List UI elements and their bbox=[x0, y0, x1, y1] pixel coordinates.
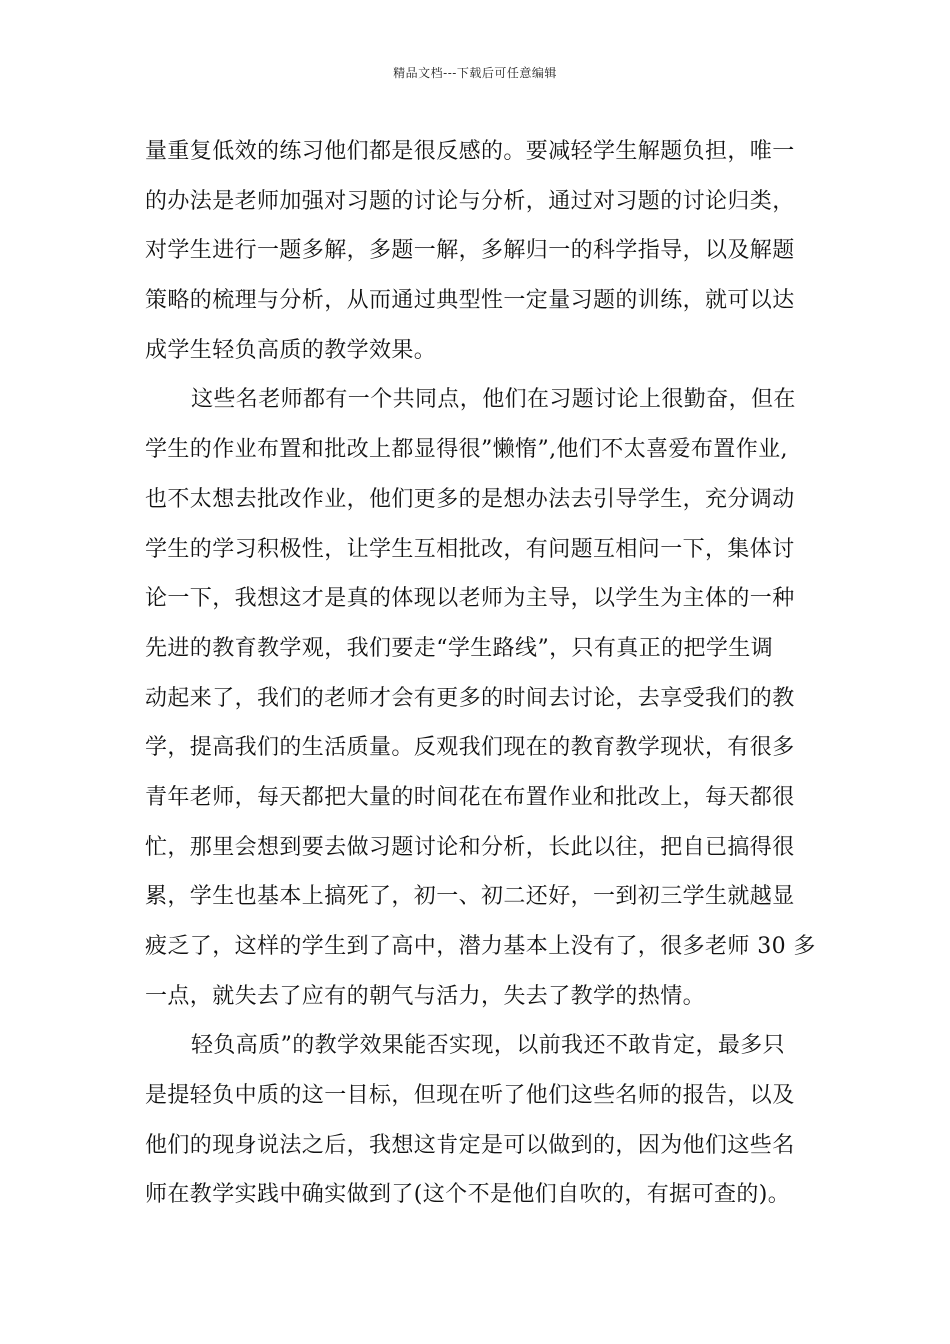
text-line: 学生的作业布置和批改上都显得很”懒惰”,他们不太喜爱布置作业, bbox=[145, 437, 788, 463]
text-line-indented: 这些名老师都有一个共同点，他们在习题讨论上很勤奋，但在 bbox=[191, 387, 796, 413]
text-line: 动起来了，我们的老师才会有更多的时间去讨论，去享受我们的教 bbox=[145, 685, 795, 711]
text-line: 成学生轻负高质的教学效果。 bbox=[145, 337, 437, 363]
text-line: 学生的学习积极性，让学生互相批改，有问题互相问一下，集体讨 bbox=[145, 536, 795, 562]
page-header: 精品文档---下载后可任意编辑 bbox=[393, 66, 557, 80]
text-line: 对学生进行一题多解，多题一解，多解归一的科学指导，以及解题 bbox=[145, 238, 795, 264]
paragraph-2 bbox=[145, 375, 825, 1021]
text-line: 学，提高我们的生活质量。反观我们现在的教育教学现状，有很多 bbox=[145, 735, 795, 761]
text-line: 的办法是老师加强对习题的讨论与分析，通过对习题的讨论归类， bbox=[145, 188, 795, 214]
text-line: 是提轻负中质的这一目标，但现在听了他们这些名师的报告，以及 bbox=[145, 1083, 795, 1109]
text-line: 忙，那里会想到要去做习题讨论和分析，长此以往，把自已搞得很 bbox=[145, 834, 795, 860]
text-line: 量重复低效的练习他们都是很反感的。要减轻学生解题负担，唯一 bbox=[145, 139, 795, 164]
text-line: 青年老师，每天都把大量的时间花在布置作业和批改上，每天都很 bbox=[145, 784, 795, 810]
paragraph-1 bbox=[145, 127, 825, 375]
text-line: 他们的现身说法之后，我想这肯定是可以做到的，因为他们这些名 bbox=[145, 1132, 795, 1158]
text-line: 一点，就失去了应有的朝气与活力，失去了教学的热情。 bbox=[145, 983, 706, 1009]
text-line: 策略的梳理与分析，从而通过典型性一定量习题的训练，就可以达 bbox=[145, 288, 795, 314]
text-line: 师在教学实践中确实做到了(这个不是他们自吹的，有据可查的)。 bbox=[145, 1182, 791, 1208]
text-line: 累，学生也基本上搞死了，初一、初二还好，一到初三学生就越显 bbox=[145, 884, 795, 910]
text-line: 论一下，我想这才是真的体现以老师为主导，以学生为主体的一种 bbox=[145, 586, 795, 612]
text-line: 疲乏了，这样的学生到了高中，潜力基本上没有了，很多老师 30 多 bbox=[145, 934, 816, 959]
paragraph-3 bbox=[145, 1021, 825, 1220]
document-body bbox=[145, 127, 825, 1220]
text-line: 也不太想去批改作业，他们更多的是想办法去引导学生，充分调动 bbox=[145, 486, 795, 512]
text-line: 先进的教育教学观，我们要走“学生路线”，只有真正的把学生调 bbox=[145, 635, 774, 661]
text-line-indented: 轻负高质”的教学效果能否实现，以前我还不敢肯定，最多只 bbox=[191, 1033, 786, 1059]
